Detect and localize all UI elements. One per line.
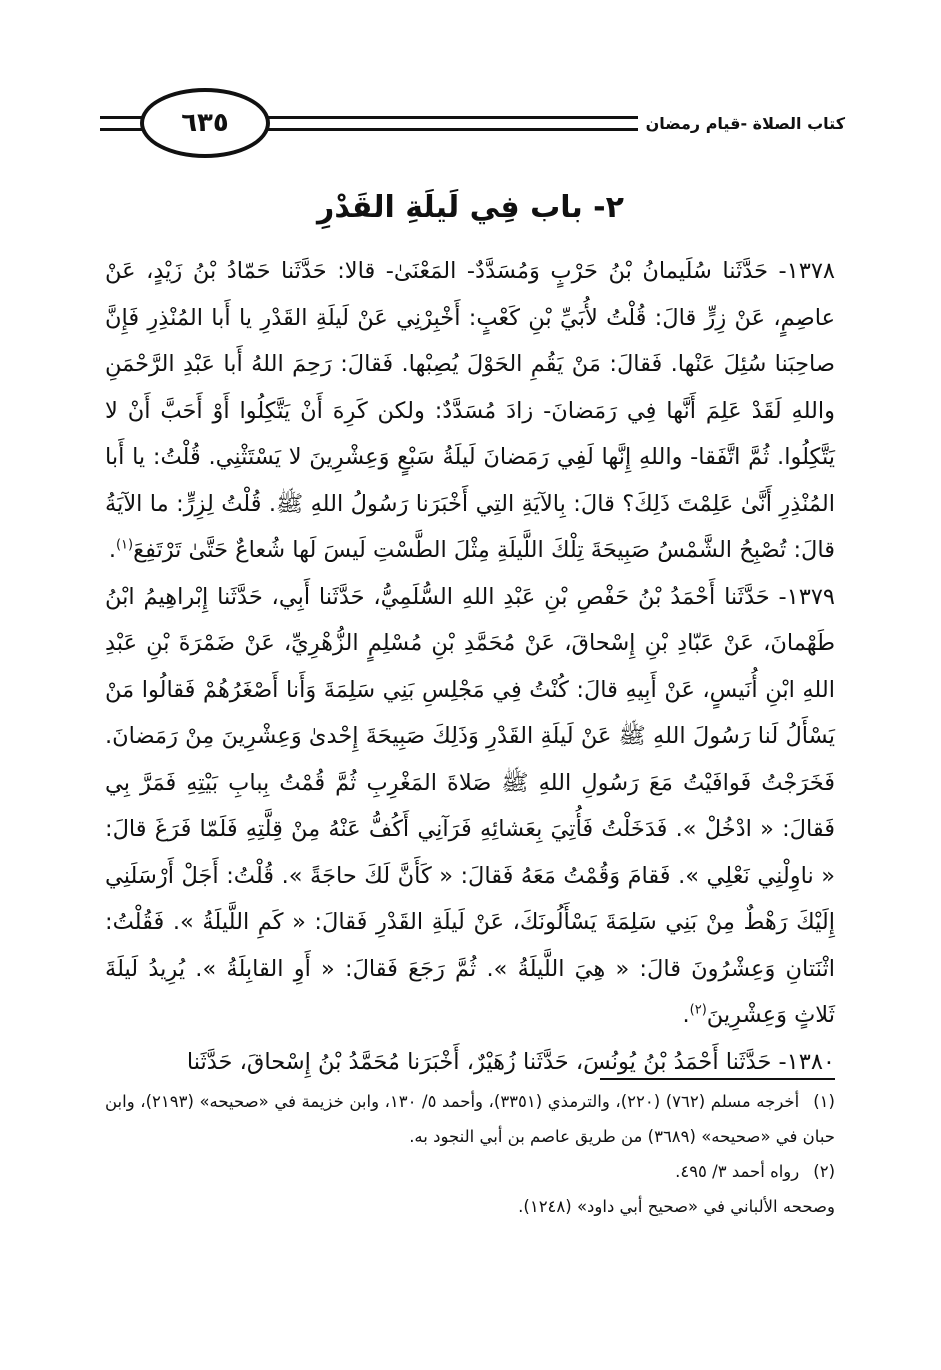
hadith-1379 xyxy=(105,574,835,1039)
hadith-text: ١٣٨٠- حَدَّثَنا أَحْمَدُ بْنُ يُونُسَ، حَدَّثَنا زُهَيْرٌ، أَخْبَرَنا مُحَمَّدُ بْنُ إِسْحاقَ، حَدَّثَنا xyxy=(186,1048,835,1075)
hadith-text: ١٣٧٨- حَدَّثَنا سُلَيمانُ بْنُ حَرْبٍ وَمُسَدَّدٌ- المَعْنَىٰ- قالا: حَدَّثَنا حَمّادُ بْنُ زَيْدٍ، عَنْ عاصِمٍ، عَنْ زِرٍّ قالَ: قُلْتُ لأُبَيِّ بْنِ كَعْبٍ: أَخْبِرْنِي عَنْ لَيلَةِ القَدْرِ يا أَبا المُنْذِرِ فَإِنَّ صاحِبَنا سُئِلَ عَنْها. فَقالَ: مَنْ يَقُمِ الحَوْلَ يُصِبْها. فَقالَ: رَحِمَ اللهُ أَبا عَبْدِ الرَّحْمَنِ واللهِ لَقَدْ عَلِمَ أَنَّها فِي رَمَضانَ- زادَ مُسَدَّدٌ: ولكن كَرِهَ أَنْ يَتَّكِلُوا أَوْ أَحَبَّ أَنْ لا يَتَّكِلُوا. ثُمَّ اتَّفَقا- واللهِ إِنَّها لَفِي رَمَضانَ لَيلَةُ سَبْعٍ وَعِشْرِينَ لا يَسْتَثْنِي. قُلْتُ: يا أَبا المُنْذِرِ أَنَّىٰ عَلِمْتَ ذَلِكَ؟ قالَ: بِالآيَةِ التِي أَخْبَرَنا رَسُولُ اللهِ ﷺ. قُلْتُ لِزِرٍّ: ما الآيَةُ قالَ: تُصْبِحُ الشَّمْسُ صَبِيحَةَ تِلْكَ اللَّيلَةِ مِثْلَ الطَّسْتِ لَيسَ لَها شُعاعٌ حَتَّىٰ تَرْتَفِعَ xyxy=(105,258,835,563)
hadith-text: ١٣٧٩- حَدَّثَنا أَحْمَدُ بْنُ حَفْصِ بْنِ عَبْدِ اللهِ السُّلَمِيُّ، حَدَّثَنا أَبِي، حَدَّثَنا إِبْراهِيمُ ابْنُ طَهْمانَ، عَنْ عَبّادِ بْنِ إِسْحاقَ، عَنْ مُحَمَّدِ بْنِ مُسْلِمٍ الزُّهْرِيِّ، عَنْ ضَمْرَةَ بْنِ عَبْدِ اللهِ ابْنِ أُنَيسٍ، عَنْ أَبِيهِ قالَ: كُنْتُ فِي مَجْلِسِ بَنِي سَلِمَةَ وَأَنا أَصْغَرُهُمْ فَقالُوا مَنْ يَسْأَلُ لَنا رَسُولَ اللهِ ﷺ عَنْ لَيلَةِ القَدْرِ وَذَلِكَ صَبِيحَةَ إِحْدىٰ وَعِشْرِينَ مِنْ رَمَضانَ. فَخَرَجْتُ فَوافَيْتُ مَعَ رَسُولِ اللهِ ﷺ صَلاةَ المَغْرِبِ ثُمَّ قُمْتُ بِبابِ بَيْتِهِ فَمَرَّ بِي فَقالَ: « ادْخُلْ ». فَدَخَلْتُ فَأُتِيَ بِعَشائِهِ فَرَآنِي أَكُفُّ عَنْهُ مِنْ قِلَّتِهِ فَلَمّا فَرَغَ قالَ: « ناوِلْنِي نَعْلِي ». فَقامَ وَقُمْتُ مَعَهُ فَقالَ: « كَأَنَّ لَكَ حاجَةً ». قُلْتُ: أَجَلْ أَرْسَلَنِي إِلَيْكَ رَهْطٌ مِنْ بَنِي سَلِمَةَ يَسْأَلُونَكَ، عَنْ لَيلَةِ القَدْرِ فَقالَ: « كَمِ اللَّيلَةُ ». فَقُلْتُ: اثْنَتانِ وَعِشْرُونَ قالَ: « هِيَ اللَّيلَةُ ». ثُمَّ رَجَعَ فَقالَ: « أَوِ القابِلَةُ ». يُرِيدُ لَيلَةَ ثَلاثٍ وَعِشْرِينَ xyxy=(105,583,835,1028)
running-title: كتاب الصلاة -قيام رمضان xyxy=(638,114,845,133)
chapter-title: ٢- باب فِي لَيلَةِ القَدْرِ xyxy=(317,190,624,225)
footnote-ref-1: (١) xyxy=(115,537,134,553)
hadith-end: . xyxy=(108,537,116,563)
footnote-text: أخرجه مسلم (٧٦٢) (٢٢٠)، والترمذي (٣٣٥١)، وأحمد ٥/ ١٣٠، وابن خزيمة في «صحيحه» (٢١٩٣)، وابن حبان في «صحيحه» (٣٦٨٩) من طريق عاصم بن أبي النجود به. xyxy=(105,1092,835,1146)
footnote-ref-2: (٢) xyxy=(689,1002,707,1018)
footnote-2 xyxy=(105,1154,835,1189)
footnote-divider xyxy=(600,1078,835,1080)
hadith-end: . xyxy=(682,1002,690,1028)
footnote-text: وصححه الألباني في «صحيح أبي داود» (١٢٤٨). xyxy=(518,1197,835,1216)
hadith-1378 xyxy=(105,248,835,574)
footnote-number: (١) xyxy=(813,1092,835,1111)
footnote-number: (٢) xyxy=(813,1162,835,1181)
footnote-text: رواه أحمد ٣/ ٤٩٥. xyxy=(675,1162,800,1181)
footnote-2-continued xyxy=(105,1189,835,1224)
page-header xyxy=(100,88,845,158)
page-number: ٦٣٥ xyxy=(181,108,229,138)
footnote-1 xyxy=(105,1084,835,1154)
footnotes xyxy=(105,1084,835,1224)
hadith-body xyxy=(105,248,835,1085)
page-number-badge xyxy=(140,88,270,158)
